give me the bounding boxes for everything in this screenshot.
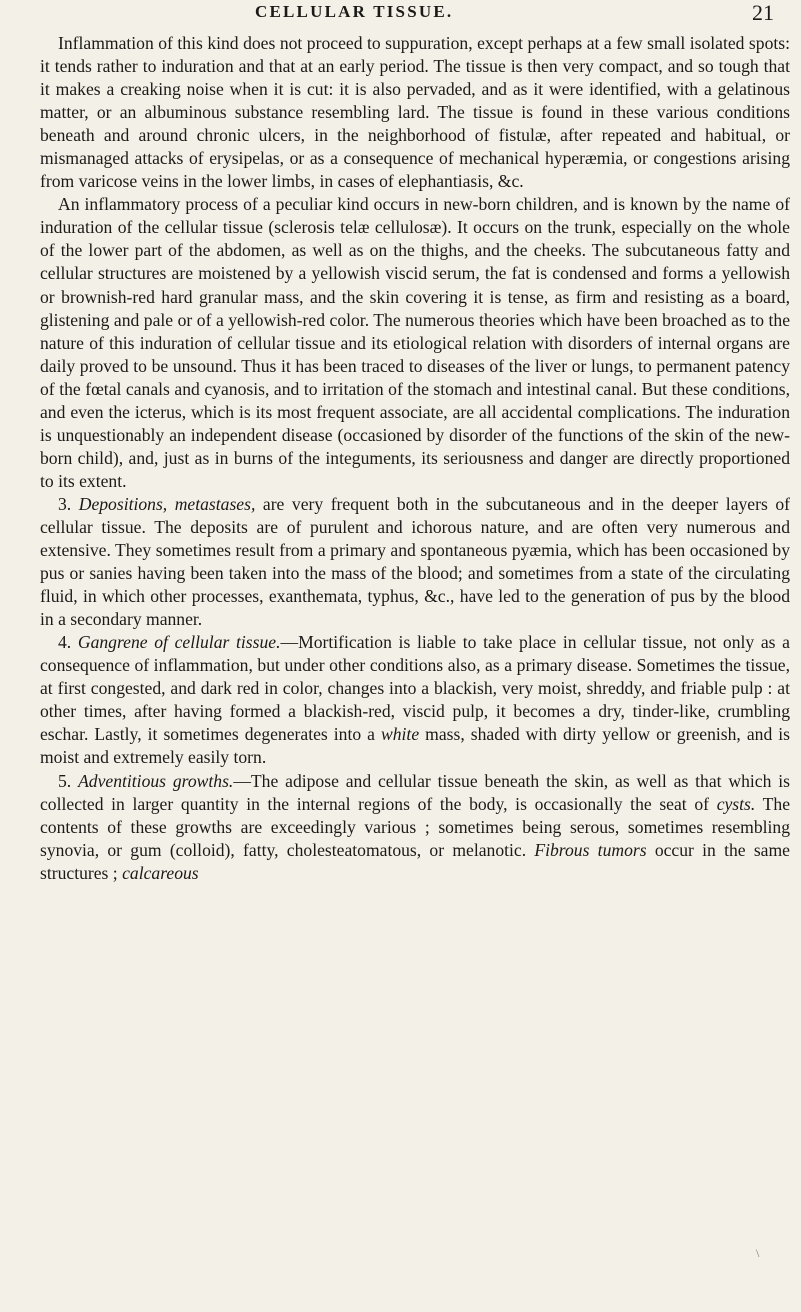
italic-term: Fibrous tumors — [534, 839, 647, 860]
paragraph-gangrene — [40, 631, 790, 769]
paragraph-sclerosis: An inflammatory process of a peculiar kind occurs in new-born children, and is known by the name of induration of the cellular tissue (sclerosis telæ cellulosæ). It occurs on the trunk, especially on the whole of the lower part of the abdomen, as well as on the thighs, and the cheeks. The subcutaneous fatty and cellular structures are moistened by a yellowish viscid serum, the fat is condensed and forms a yellowish or brownish-red hard granular mass, and the skin covering it is tense, as firm and resisting as a board, glistening and pale or of a yellowish-red color. The numerous theories which have been broached as to the nature of this induration of cellular tissue and its etiological relation with disorders of internal organs are daily proved to be unsound. Thus it has been traced to diseases of the liver or lungs, to permanent patency of the fœtal canals and cyanosis, and to irritation of the stomach and intestinal canal. But these conditions, and even the icterus, which is its most frequent associate, are all accidental complications. The induration is unquestionably an independent disease (occasioned by disorder of the functions of the skin of the new-born child), and, just as in burns of the integuments, its seriousness and danger are directly proportioned to its extent. — [40, 194, 790, 491]
section-heading: Gangrene of cellular tissue. — [77, 632, 281, 653]
paragraph-text: The contents of these growths are exceedingly various ; sometimes being serous, sometimes resembling synovia, or gum (colloid), fatty, cholesteatomatous, or melanotic. — [40, 793, 790, 860]
paragraph-text: —The adipose and cellular tissue beneath the skin, as well as that which is collected in larger quantity in the internal regions of the body, is occasionally the seat of — [40, 770, 790, 814]
scan-mark: \ — [756, 1246, 760, 1260]
section-heading: Depositions, metastases, — [78, 493, 256, 514]
paragraph-text: are very frequent both in the subcutaneous and in the deeper layers of cellular tissue. The deposits are of purulent and ichorous nature, and are often very numerous and extensive. They sometimes result from a primary and spontaneous pyæmia, which has been occasioned by pus or sanies having been taken into the mass of the blood; and sometimes from a state of the circulating fluid, in which other processes, exanthemata, typhus, &c., have led to the generation of pus by the blood in a secondary manner. — [40, 493, 790, 630]
paragraph-text: mass, shaded with dirty yellow or greenish, and is moist and extremely easily torn. — [40, 724, 790, 768]
paragraph-inflammation: Inflammation of this kind does not proceed to suppuration, except perhaps at a few small isolated spots: it tends rather to induration and that at an early period. The tissue is then very compact, and so tough that it makes a creaking noise when it is cut: it is also pervaded, and as it were identified, with a gelatinous matter, or an albuminous substance resembling lard. The tissue is found in these various conditions beneath and around chronic ulcers, in the neighborhood of fistulæ, after repeated and habitual, or mismanaged attacks of erysipelas, or as a consequence of mechanical hyperæmia, or congestions arising from varicose veins in the lower limbs, in cases of elephantiasis, &c. — [40, 33, 790, 192]
running-title: CELLULAR TISSUE. — [255, 2, 454, 21]
page-number: 21 — [752, 0, 774, 25]
body-text — [40, 32, 790, 885]
section-number: 4. — [58, 632, 78, 653]
section-heading: Adventitious growths. — [78, 770, 234, 791]
paragraph-growths — [40, 770, 790, 885]
paragraph-text: occur in the same structures ; — [40, 839, 790, 883]
italic-term: cysts. — [716, 793, 756, 814]
section-number: 5. — [58, 770, 79, 791]
paragraph-text: —Mortification is liable to take place in cellular tissue, not only as a consequence of inflammation, but under other conditions also, as a primary disease. Sometimes the tissue, at first congested, and dark red in color, changes into a blackish, very moist, shreddy, and friable pulp : at other times, after having formed a blackish-red, viscid pulp, it becomes a dry, tinder-like, crumbling eschar. Lastly, it sometimes degenerates into a — [40, 632, 790, 745]
italic-term: white — [381, 724, 420, 745]
italic-term: calcareous — [122, 862, 199, 883]
page-header — [0, 0, 801, 28]
section-number: 3. — [58, 493, 79, 514]
paragraph-depositions — [40, 493, 790, 631]
